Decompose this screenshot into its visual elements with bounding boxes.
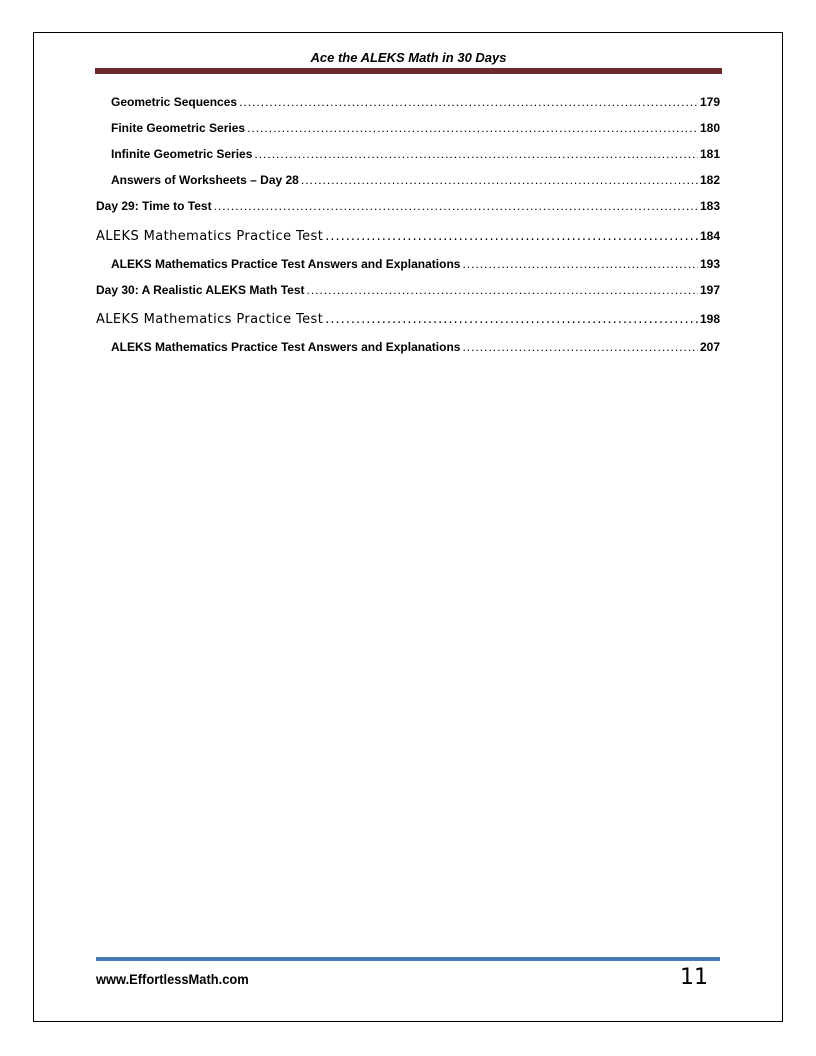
toc-leader-dots — [307, 282, 698, 298]
toc-entry-practice-test-answers-2[interactable] — [96, 339, 720, 355]
toc-entry-practice-test-2[interactable] — [96, 311, 720, 328]
toc-entry-practice-test-1[interactable] — [96, 228, 720, 245]
footer-divider — [96, 957, 720, 961]
toc-entry-practice-test-answers-1[interactable] — [96, 256, 720, 272]
toc-entry-label: Geometric Sequences — [111, 95, 238, 109]
toc-leader-dots — [325, 229, 698, 245]
toc-entry-label: ALEKS Mathematics Practice Test Answers and Explanations — [111, 257, 461, 271]
toc-entry-page: 198 — [699, 312, 720, 326]
toc-entry-label: Day 29: Time to Test — [96, 199, 212, 213]
toc-entry-label: ALEKS Mathematics Practice Test — [96, 229, 324, 244]
toc-entry-page: 207 — [699, 340, 720, 354]
toc-entry-page: 182 — [699, 173, 720, 187]
toc-leader-dots — [214, 198, 698, 214]
toc-entry-finite-geometric-series[interactable] — [96, 120, 720, 136]
toc-leader-dots — [239, 94, 698, 110]
toc-entry-page: 180 — [699, 121, 720, 135]
toc-entry-page: 184 — [699, 229, 720, 243]
toc-entry-geometric-sequences[interactable] — [96, 94, 720, 110]
footer-website-url: www.EffortlessMath.com — [96, 971, 249, 987]
toc-entry-infinite-geometric-series[interactable] — [96, 146, 720, 162]
toc-entry-day-29[interactable] — [96, 198, 720, 214]
header-title: Ace the ALEKS Math in 30 Days — [310, 50, 507, 65]
toc-entry-answers-day-28[interactable] — [96, 172, 720, 188]
toc-leader-dots — [301, 172, 698, 188]
toc-entry-page: 179 — [699, 95, 720, 109]
toc-entry-label: ALEKS Mathematics Practice Test — [96, 312, 324, 327]
toc-entry-page: 193 — [699, 257, 720, 271]
toc-entry-page: 197 — [699, 283, 720, 297]
toc-leader-dots — [254, 146, 698, 162]
toc-entry-label: Day 30: A Realistic ALEKS Math Test — [96, 283, 305, 297]
toc-entry-page: 181 — [699, 147, 720, 161]
toc-entry-label: Finite Geometric Series — [111, 121, 246, 135]
header-divider — [95, 68, 722, 74]
toc-leader-dots — [462, 339, 698, 355]
toc-leader-dots — [462, 256, 698, 272]
toc-entry-page: 183 — [699, 199, 720, 213]
toc-entry-label: Answers of Worksheets – Day 28 — [111, 173, 299, 187]
toc-entry-label: ALEKS Mathematics Practice Test Answers and Explanations — [111, 340, 461, 354]
page-number: 11 — [680, 965, 708, 990]
toc-leader-dots — [325, 312, 698, 328]
toc-leader-dots — [247, 120, 698, 136]
toc-entry-day-30[interactable] — [96, 282, 720, 298]
toc-entry-label: Infinite Geometric Series — [111, 147, 253, 161]
